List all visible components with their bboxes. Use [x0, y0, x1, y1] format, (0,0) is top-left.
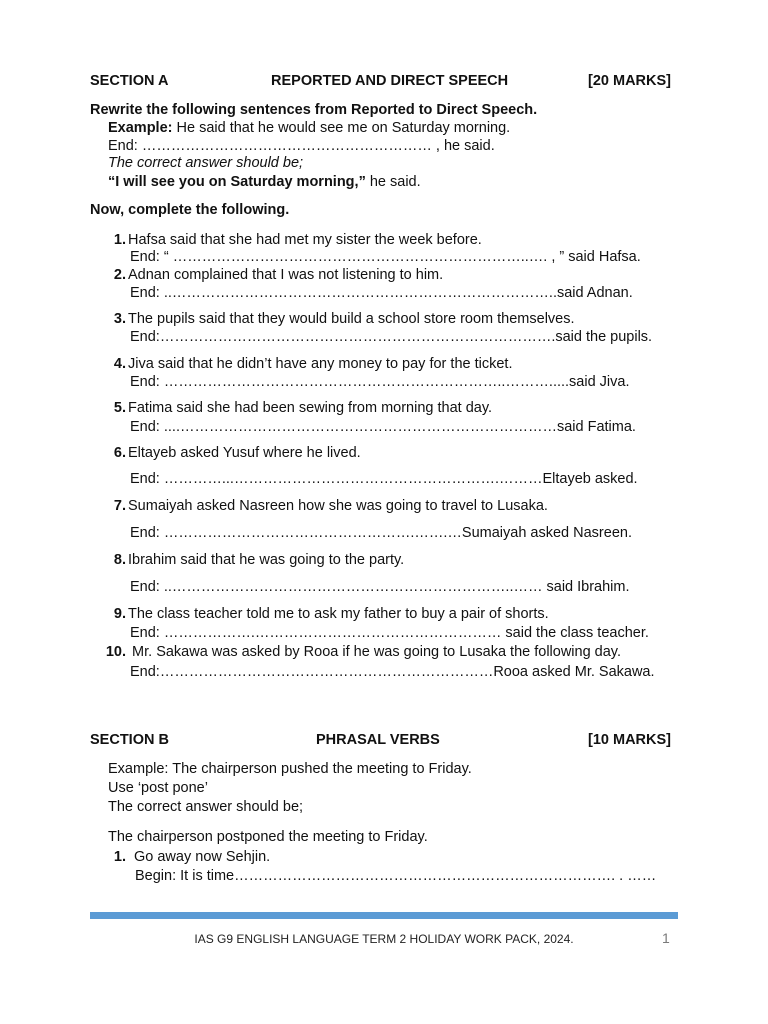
question-text: Ibrahim said that he was going to the party.	[128, 552, 405, 568]
question-number: 1.	[113, 849, 126, 865]
footer-text: IAS G9 ENGLISH LANGUAGE TERM 2 HOLIDAY WORK PACK, 2024.	[194, 932, 574, 946]
question-text: Hafsa said that she had met my sister the week before.	[128, 232, 482, 248]
correct-answer-note: The correct answer should be;	[108, 155, 304, 171]
section-a-label: SECTION A	[90, 73, 169, 89]
section-b-question-1	[104, 849, 270, 865]
question-text: Mr. Sakawa was asked by Rooa if he was going to Lusaka the following day.	[128, 644, 622, 660]
page-number: 1	[662, 930, 670, 946]
question-7	[104, 498, 548, 514]
section-b-marks: [10 MARKS]	[588, 732, 671, 748]
example-end-line: End: …………………………………………………… , he said.	[108, 138, 495, 154]
question-text: The pupils said that they would build a school store room themselves.	[128, 311, 575, 327]
question-text: The class teacher told me to ask my father to buy a pair of shorts.	[128, 606, 549, 622]
question-3	[104, 311, 575, 327]
example-label: Example:	[108, 120, 173, 136]
answer-line-3: End:……………………………………………………………………….said the pupils.	[130, 329, 653, 345]
question-number: 2.	[113, 267, 126, 283]
question-5	[104, 400, 492, 416]
section-b-use: Use ‘post pone’	[108, 780, 208, 796]
example-answer-quote: “I will see you on Saturday morning,”	[108, 174, 366, 190]
section-a-title: REPORTED AND DIRECT SPEECH	[271, 73, 509, 89]
question-number: 9.	[113, 606, 126, 622]
answer-line-1: End: “ ………………………………………………………………..…. , ” said Hafsa.	[130, 249, 641, 265]
question-text: Fatima said she had been sewing from morning that day.	[128, 400, 493, 416]
section-b-answer: The chairperson postponed the meeting to Friday.	[108, 829, 428, 845]
question-number: 8.	[113, 552, 126, 568]
question-number: 3.	[113, 311, 126, 327]
question-text: Jiva said that he didn’t have any money to pay for the ticket.	[128, 356, 513, 372]
question-number: 10.	[105, 644, 126, 660]
example-line	[108, 120, 510, 136]
section-b-label: SECTION B	[90, 732, 169, 748]
question-9	[104, 606, 549, 622]
question-text: Go away now Sehjin.	[134, 849, 271, 865]
question-4	[104, 356, 512, 372]
answer-line-5: End: ....……………………………………………………………………said Fatima.	[130, 419, 636, 435]
question-number: 7.	[113, 498, 126, 514]
footer-divider	[90, 912, 678, 919]
question-text: Eltayeb asked Yusuf where he lived.	[128, 445, 361, 461]
question-1	[104, 232, 482, 248]
question-number: 4.	[113, 356, 126, 372]
answer-line-10: End:……………………………………………………………Rooa asked Mr. Sakawa.	[130, 664, 655, 680]
question-number: 6.	[113, 445, 126, 461]
complete-prompt: Now, complete the following.	[90, 202, 290, 218]
question-number: 5.	[113, 400, 126, 416]
question-6	[104, 445, 361, 461]
question-text: Adnan complained that I was not listening to him.	[128, 267, 444, 283]
example-answer	[108, 174, 421, 190]
section-b-answer-line-1: Begin: It is time……………………………………………………………………. . ……	[135, 868, 657, 884]
answer-line-8: End: ..……………………………………………………………..…… said Ibrahim.	[130, 579, 630, 595]
question-text: Sumaiyah asked Nasreen how she was going to travel to Lusaka.	[128, 498, 548, 514]
answer-line-6: End: …………...……………………………………………….………Eltayeb asked.	[130, 471, 638, 487]
question-10	[104, 644, 621, 660]
answer-line-7: End: …………………………………………….…….…Sumaiyah asked Nasreen.	[130, 525, 632, 541]
question-8	[104, 552, 404, 568]
example-text: He said that he would see me on Saturday morning.	[172, 120, 511, 136]
section-b-correct-note: The correct answer should be;	[108, 799, 304, 815]
answer-line-9: End: ……………….…………………………………………… said the class teacher.	[130, 625, 649, 641]
section-b-title: PHRASAL VERBS	[316, 732, 440, 748]
example-answer-tail: he said.	[365, 174, 421, 190]
section-a-instruction: Rewrite the following sentences from Reported to Direct Speech.	[90, 102, 538, 118]
answer-line-2: End: ..……………………………………………………………………..said Adnan.	[130, 285, 633, 301]
answer-line-4: End: ……………………………………………………………..……….....said Jiva.	[130, 374, 630, 390]
section-b-example: Example: The chairperson pushed the meeting to Friday.	[108, 761, 472, 777]
question-number: 1.	[113, 232, 126, 248]
question-2	[104, 267, 443, 283]
section-a-marks: [20 MARKS]	[588, 73, 671, 89]
